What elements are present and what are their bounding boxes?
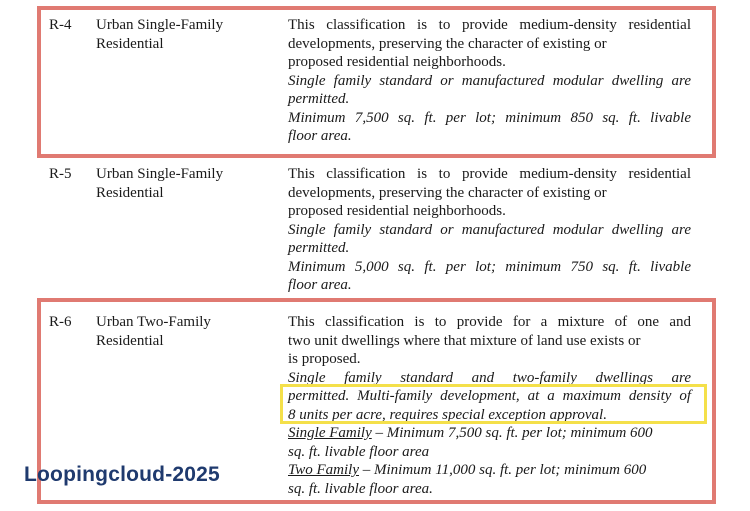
watermark-text: Loopingcloud-2025 <box>24 463 220 486</box>
zone-description: This classification is to provide for a mixture of one and two unit dwellings where that mixture of land use exists or is proposed. Single family standard and two-family dwellings are permitted. Multi-family development, at a maximum density of 8 units per acre, requires special exception approval. Single Family – Minimum 7,500 sq. ft. per lot; minimum 600 sq. ft. livable floor area Two Family – Minimum 11,000 sq. ft. per lot; minimum 600 sq. ft. livable floor area. <box>288 314 691 497</box>
zone-code: R-4 <box>49 17 72 33</box>
zone-code: R-6 <box>49 314 72 330</box>
zone-description: This classification is to provide medium-density residential developments, preserving the character of existing or proposed residential neighborhoods. Single family standard or manufactured modular dwelling are permitted. Minimum 7,500 sq. ft. per lot; minimum 850 sq. ft. livable floor area. <box>288 17 691 144</box>
zone-description: This classification is to provide medium-density residential developments, preserving the character of existing or proposed residential neighborhoods. Single family standard or manufactured modular dwelling are permitted. Minimum 5,000 sq. ft. per lot; minimum 750 sq. ft. livable floor area. <box>288 166 691 293</box>
zone-code: R-5 <box>49 166 72 182</box>
yellow-highlight-box <box>280 384 707 424</box>
zone-name: Urban Single-Family Residential <box>96 166 224 201</box>
red-highlight-box <box>37 6 716 158</box>
zone-name: Urban Single-Family Residential <box>96 17 224 52</box>
zone-name: Urban Two-Family Residential <box>96 314 211 349</box>
two-family-label: Two Family <box>288 462 359 478</box>
single-family-label: Single Family <box>288 425 372 441</box>
